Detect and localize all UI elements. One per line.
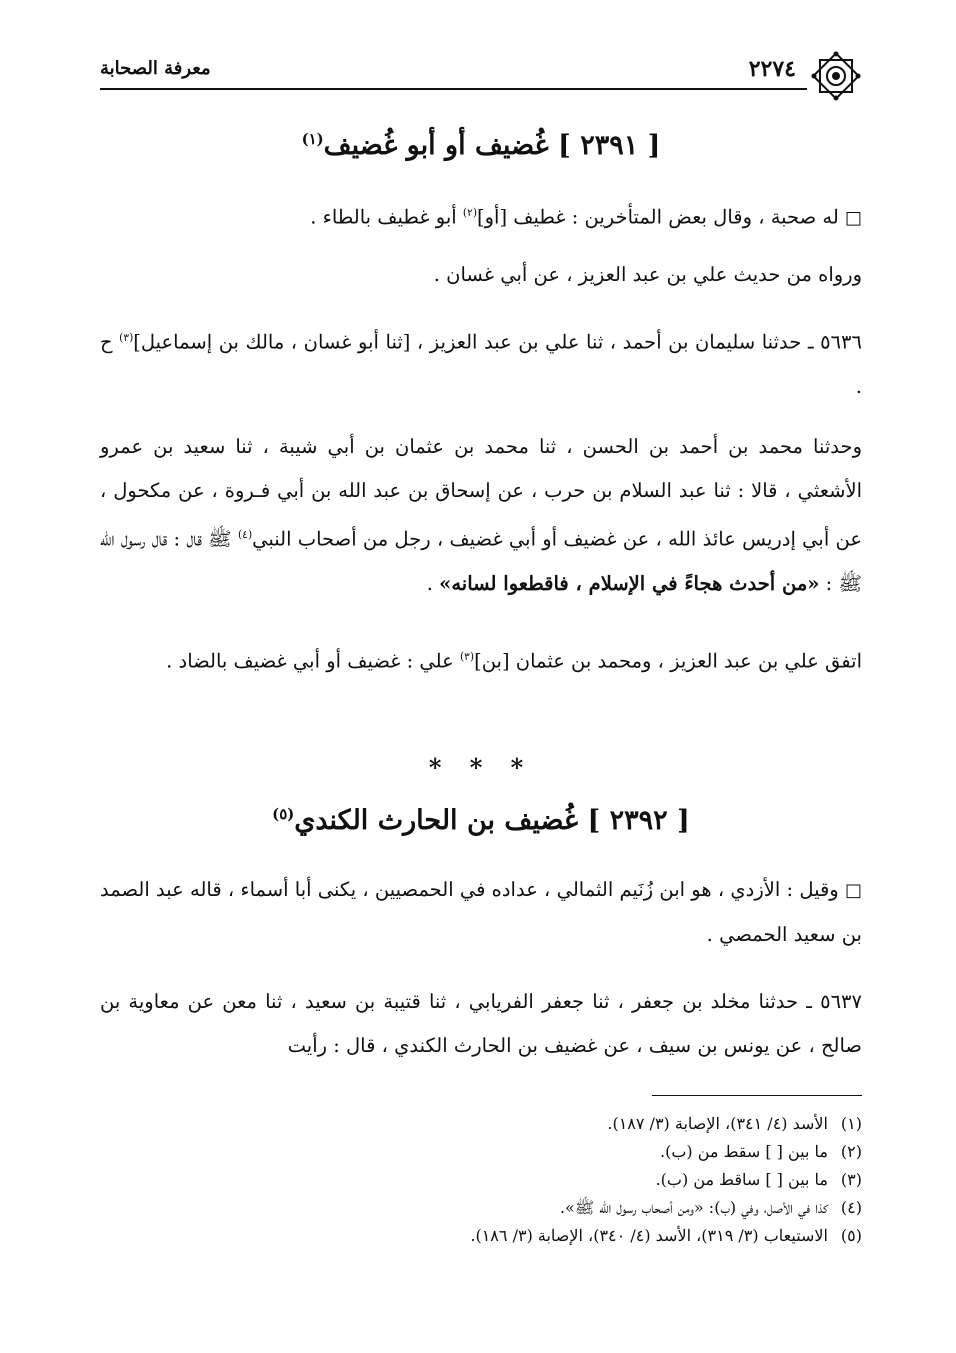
section-separator: * * * [428,753,534,782]
footnote-item [182,1110,862,1138]
agreement-text-a: اتفق علي بن عبد العزيز ، ومحمد بن عثمان [بن] [474,649,862,673]
footnote-text: الاستيعاب (٣/ ٣١٩)، الأسد (٤/ ٣٤٠)، الإصابة (٣/ ١٨٦). [470,1226,828,1245]
footnote-text: ما بين [ ] سقط من (ب). [660,1142,828,1161]
footnote-number: (٤) [840,1198,862,1217]
running-header [100,50,862,96]
hadith-quote: «من أحدث هجاءً في الإسلام ، فاقطعوا لسانه» [439,571,820,595]
entry2-intro-text: وقيل : الأزدي ، هو ابن زُنَيم الثمالي ، عداده في الحمصيين ، يكنى أبا أسماء ، قاله عبد الصمد بن سعيد الحمصي . [100,878,862,946]
entry-heading-2391 [100,130,862,161]
footnote-number: (٣) [840,1170,862,1189]
entry1-intro-text-a: له صحبة ، وقال بعض المتأخرين : غطيف [أو] [477,205,839,229]
hadith-5636-second-chain [100,425,862,606]
footnote-number: (٥) [840,1226,862,1245]
chain-text-b: ﷺ قال : قال رسول الله ﷺ : [100,527,862,595]
footnote-rule [652,1095,862,1096]
footnote-text: ما بين [ ] ساقط من (ب). [655,1170,828,1189]
hadith-5636-text: ٥٦٣٦ ـ حدثنا سليمان بن أحمد ، ثنا علي بن عبد العزيز ، [ثنا أبو غسان ، مالك بن إسماعيل] [133,330,862,354]
footnote-ref: (٥) [272,805,295,823]
entry1-source-line [100,253,862,297]
chain-text: وحدثنا محمد بن أحمد بن الحسن ، ثنا محمد بن عثمان بن أبي شيبة ، ثنا سعيد بن عمرو الأشعثي ، قالا : ثنا عبد السلام بن حرب ، عن إسحاق بن عبد الله بن أبي فـروة ، عن مكحول ، عن أبي إدريس عائذ الله ، عن غضيف أو أبي غضيف ، رجل من أصحاب النبي [100,435,863,551]
hadith-5637-text: ٥٦٣٧ ـ حدثنا مخلد بن جعفر ، ثنا جعفر الفريابي ، ثنا قتيبة بن سعيد ، ثنا معن عن معاوية بن صالح ، عن يونس بن سيف ، عن غضيف بن الحارث الكندي ، قال : رأيت [100,990,862,1057]
hadith-5636 [100,316,862,409]
entry1-agreement-note [100,635,862,684]
footnote-text: كذا في الأصل، وفي (ب): «ومن أصحاب رسول الله ﷺ». [559,1198,828,1217]
octagram-ornament-icon [810,50,862,102]
square-bullet-icon: □ [844,207,862,229]
entry2-intro [100,868,862,957]
hadith-5637 [100,980,862,1068]
square-bullet-icon: □ [844,880,862,901]
footnotes [182,1110,862,1250]
footnote-item [182,1166,862,1194]
footnote-ref: (٤) [237,528,253,541]
agreement-text-b: علي : غضيف أو أبي غضيف بالضاد . [166,649,454,673]
hadith-5636-end: ح . [100,330,862,398]
footnote-ref: (٣) [119,331,134,344]
footnote-ref: (٣) [459,650,475,663]
entry1-intro-text-b: أبو غطيف بالطاء . [310,205,457,229]
footnote-item [182,1194,862,1222]
book-title: معرفة الصحابة [100,58,211,79]
footnote-ref: (٢) [462,206,478,219]
entry1-source-text: ورواه من حديث علي بن عبد العزيز ، عن أبي غسان . [433,263,862,286]
footnote-ref: (١) [301,130,324,148]
footnote-text: الأسد (٤/ ٣٤١)، الإصابة (٣/ ١٨٧). [607,1114,828,1133]
chain-end: . [426,571,433,595]
heading-text: [ ٢٣٩١ ] غُضيف أو أبو غُضيف [323,130,661,161]
footnote-number: (٢) [840,1142,862,1161]
entry1-intro [100,191,862,241]
footnote-item [182,1222,862,1250]
heading-text: [ ٢٣٩٢ ] غُضيف بن الحارث الكندي [294,805,690,836]
page-number: ٢٢٧٤ [748,56,796,82]
footnote-item [182,1138,862,1166]
footnote-number: (١) [840,1114,862,1133]
entry-heading-2392 [100,805,862,836]
header-rule [100,88,807,90]
